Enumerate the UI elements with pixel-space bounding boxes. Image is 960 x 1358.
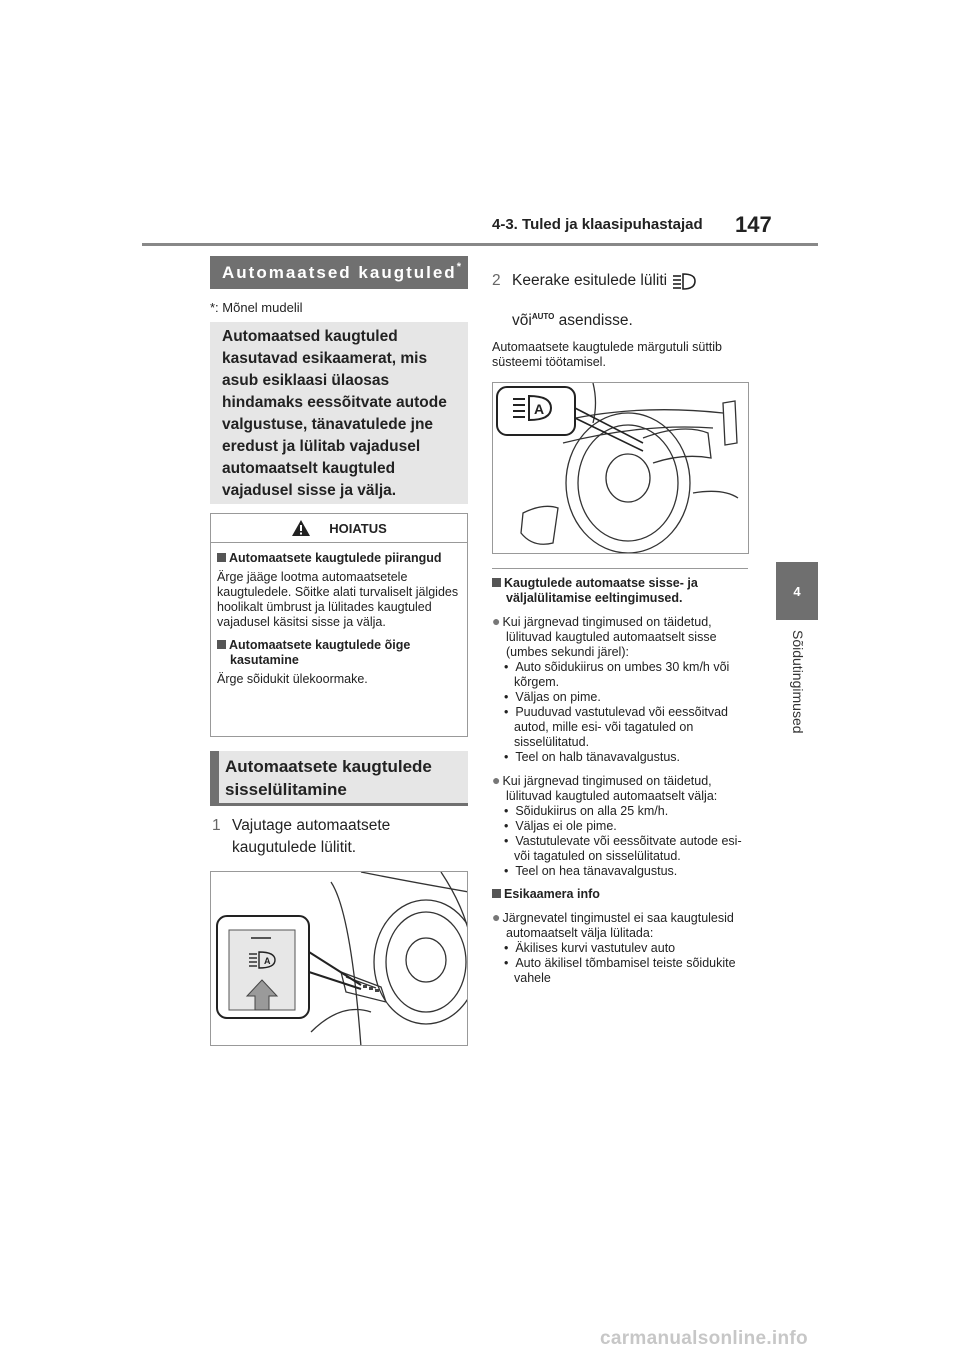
note-heading: Esikaamera info [492,887,754,902]
section-title: Automaatsed kaugtuled [222,262,457,282]
list-item: • Äkilises kurvi vastutulev auto [504,941,676,955]
page-number: 147 [735,212,772,237]
list-item: • Auto sõidukiirus on umbes 30 km/h või kõrgem. [504,660,730,689]
step-number: 2 [492,272,501,289]
list-item: • Sõidukiirus on alla 25 km/h. [504,804,669,818]
note-heading: Kaugtulede automaatse sisse- ja väljalülitamise eeltingimused. [492,576,754,606]
headlight-high-beam-icon [671,271,697,291]
chapter-tab-label: Sõidutingimused [790,630,806,734]
steering-wheel-illustration [493,383,749,554]
auto-position-icon: AUTO [531,312,555,321]
warning-triangle-icon [291,519,311,537]
step-text-or: või [512,312,532,330]
warning-item-title: Automaatsete kaugtulede õige kasutamine [217,638,461,668]
list-item: • Teel on halb tänavavalgustus. [504,750,681,764]
list-item: • Vastutulevate või eessõitvate autode esi- või tagatuled on sisselülitatud. [504,834,742,863]
dashboard-switch-illustration [211,872,468,1046]
note-paragraph: ● Järgnevatel tingimustel ei saa kaugtulesid automaatselt välja lülitada: [492,909,734,940]
circle-bullet-icon: ● [492,909,501,925]
footnote: *: Mõnel mudelil [210,300,303,315]
step-number: 1 [212,817,221,834]
step-text: Vajutage automaatsete kaugutulede lülitit. [232,817,391,856]
section-heading-automatic-high-beam [210,256,468,289]
step-2 [492,270,768,332]
circle-bullet-icon: ● [492,613,501,629]
list-item: • Teel on hea tänavavalgustus. [504,864,678,878]
square-bullet-icon [217,553,226,562]
figure-caption: Automaatsete kaugtulede märgutuli süttib süsteemi töötamisel. [492,340,722,369]
square-bullet-icon [492,889,501,898]
chapter-heading: 4-3. Tuled ja klaasipuhastajad [492,216,703,233]
section-heading-activation: Automaatsete kaugtulede sisselülitamine [210,751,468,806]
warning-box [210,513,468,737]
notes-section [492,576,754,986]
square-bullet-icon [217,640,226,649]
intro-box: Automaatsed kaugtuled kasutavad esikaamerat, mis asub esiklaasi ülaosas hindamaks eessõitvate autode valgustuse, tänavatulede jne eredust ja lülitab vajadusel automaatselt kaugtuled vajadusel sisse ja välja. [210,322,468,504]
figure-indicator-light [492,382,749,554]
note-paragraph: ● Kui järgnevad tingimused on täidetud, lülituvad kaugtuled automaatselt välja: [492,772,718,803]
asterisk: * [456,260,463,273]
figure-switch-location [210,871,468,1046]
watermark[interactable]: carmanualsonline.info [600,1328,808,1349]
step-text-end: asendisse. [558,312,633,330]
note-paragraph: ● Kui järgnevad tingimused on täidetud, lülituvad kaugtuled automaatselt sisse (umbes sekundi järel): [492,613,717,659]
warning-item-text: Ärge jääge lootma automaatsetele kaugtuledele. Sõitke alati turvaliselt jälgides hoolikalt ümbrust ja lülitades kaugtuled vajadusel käsitsi sisse ja välja. [217,570,459,629]
square-bullet-icon [492,578,501,587]
chapter-tab-number[interactable]: 4 [776,562,818,620]
step-1 [212,815,468,859]
svg-text:A: A [264,956,271,966]
header-divider [142,243,818,246]
circle-bullet-icon: ● [492,772,501,788]
warning-header [211,514,467,543]
list-item: • Väljas on pime. [504,690,601,704]
warning-title: HOIATUS [329,520,387,536]
svg-text:A: A [534,401,545,417]
list-item: • Väljas ei ole pime. [504,819,617,833]
step-text: Keerake esitulede lüliti [512,272,668,289]
warning-body [211,543,467,699]
warning-item-title: Automaatsete kaugtulede piirangud [217,551,461,566]
chapter-tab-label-wrap [778,630,818,750]
notes-divider [492,568,748,569]
list-item: • Puuduvad vastutulevad või eessõitvad autod, mille esi- või tagatuled on sisselülitatud. [504,705,728,749]
warning-item-text: Ärge sõidukit ülekoormake. [217,672,368,686]
list-item: • Auto äkilisel tõmbamisel teiste sõidukite vahele [504,956,736,985]
